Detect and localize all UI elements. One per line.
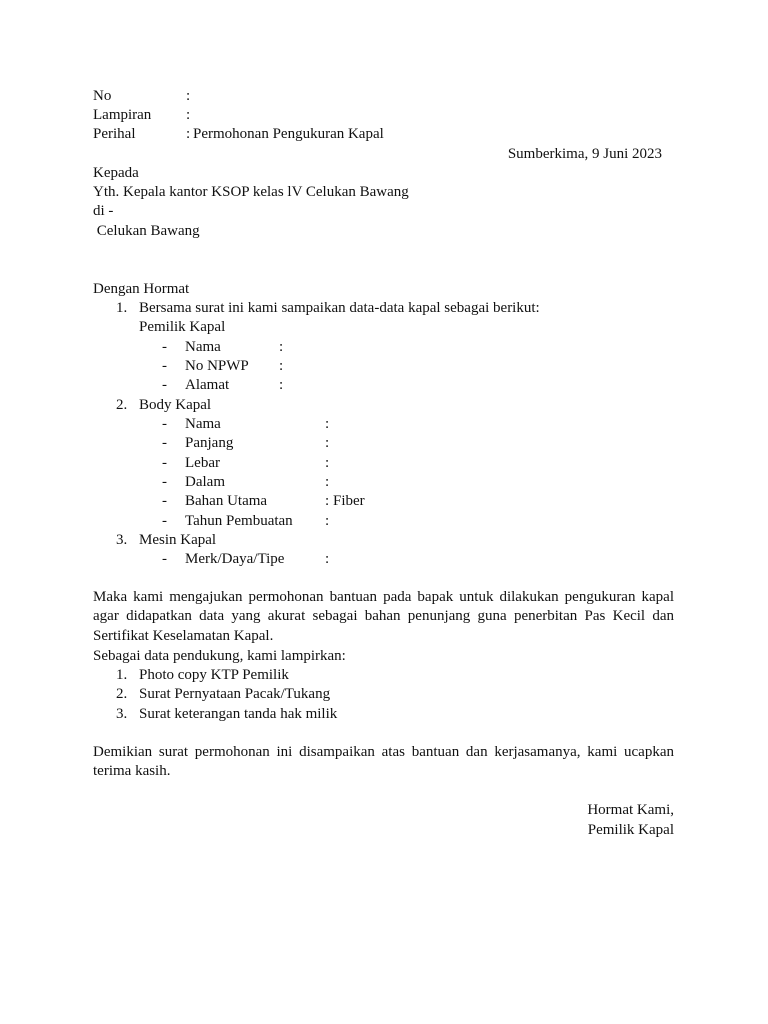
header-field-value: Permohonan Pengukuran Kapal [193,126,384,142]
dash: - [162,358,167,374]
attachment-item [0,685,768,705]
detail-colon: : [279,358,284,374]
detail-label: No NPWP [185,358,249,374]
detail-colon: : [325,551,330,567]
attachment-text: Surat keterangan tanda hak milik [139,706,338,722]
greeting: Dengan Hormat [93,281,190,297]
dash: - [162,474,167,490]
header-field-label: Lampiran [93,107,152,123]
list-item [0,531,768,551]
detail-label: Nama [185,416,221,432]
attachment-item [0,666,768,686]
recipient-line: Yth. Kepala kantor KSOP kelas lV Celukan Bawang [93,184,409,200]
detail-row [0,434,768,454]
dash: - [162,377,167,393]
detail-colon: : [325,435,330,451]
header-field-colon: : [186,126,191,142]
signature-closing: Hormat Kami, [587,802,674,818]
detail-label: Tahun Pembuatan [185,513,293,529]
detail-row [0,454,768,474]
list-item-subtitle: Pemilik Kapal [139,319,226,335]
detail-colon: : [279,339,284,355]
attachment-number: 2. [116,686,128,702]
detail-row [0,376,768,396]
header-field-colon: : [186,107,191,123]
detail-colon: : [325,513,330,529]
list-item-title: Body Kapal [139,397,212,413]
detail-colon: : [325,455,330,471]
detail-label: Lebar [185,455,220,471]
dash: - [162,455,167,471]
signature-signer: Pemilik Kapal [587,822,674,838]
detail-row [0,512,768,532]
recipient-line: Celukan Bawang [93,223,200,239]
header-field-no [0,87,768,107]
header-field-colon: : [186,88,191,104]
attachment-text: Photo copy KTP Pemilik [139,667,289,683]
dash: - [162,339,167,355]
letter-date: Sumberkima, 9 Juni 2023 [507,146,662,162]
detail-row [0,338,768,358]
detail-colon: : [325,416,330,432]
dash: - [162,493,167,509]
attachment-item [0,705,768,725]
detail-value: Fiber [333,493,365,509]
detail-colon: : [325,474,330,490]
detail-row [0,357,768,377]
detail-label: Nama [185,339,221,355]
detail-row [0,415,768,435]
recipient-line: Kepada [93,165,139,181]
list-item [0,396,768,416]
detail-colon: : [279,377,284,393]
detail-label: Dalam [185,474,225,490]
detail-label: Merk/Daya/Tipe [185,551,285,567]
detail-label: Alamat [185,377,230,393]
header-field-label: Perihal [93,126,136,142]
attachment-text: Surat Pernyataan Pacak/Tukang [139,686,331,702]
detail-row [0,492,768,512]
list-item [0,299,768,319]
list-item-number: 2. [116,397,128,413]
detail-colon: : [325,493,330,509]
list-item-number: 3. [116,532,128,548]
detail-label: Panjang [185,435,234,451]
header-field-label: No [93,88,112,104]
detail-row [0,550,768,570]
header-field-perihal [0,125,768,145]
dash: - [162,551,167,567]
closing-paragraph: Demikian surat permohonan ini disampaikan atas bantuan dan kerjasamanya, kami ucapkan terima kasih. [93,744,674,780]
attachment-number: 3. [116,706,128,722]
dash: - [162,435,167,451]
detail-row [0,473,768,493]
list-item-title: Mesin Kapal [139,532,217,548]
recipient-line: di - [93,203,114,219]
detail-label: Bahan Utama [185,493,268,509]
dash: - [162,416,167,432]
list-item-number: 1. [116,300,128,316]
request-paragraph: Maka kami mengajukan permohonan bantuan pada bapak untuk dilakukan pengukuran kapal agar didapatkan data yang akurat sebagai bahan penunjang guna penerbitan Pas Kecil dan Sertifikat Keselamatan Kapal. [93,589,674,644]
header-field-lampiran [0,106,768,126]
attachment-number: 1. [116,667,128,683]
attachments-intro: Sebagai data pendukung, kami lampirkan: [93,648,346,664]
dash: - [162,513,167,529]
list-item-title: Bersama surat ini kami sampaikan data-data kapal sebagai berikut: [139,300,540,316]
